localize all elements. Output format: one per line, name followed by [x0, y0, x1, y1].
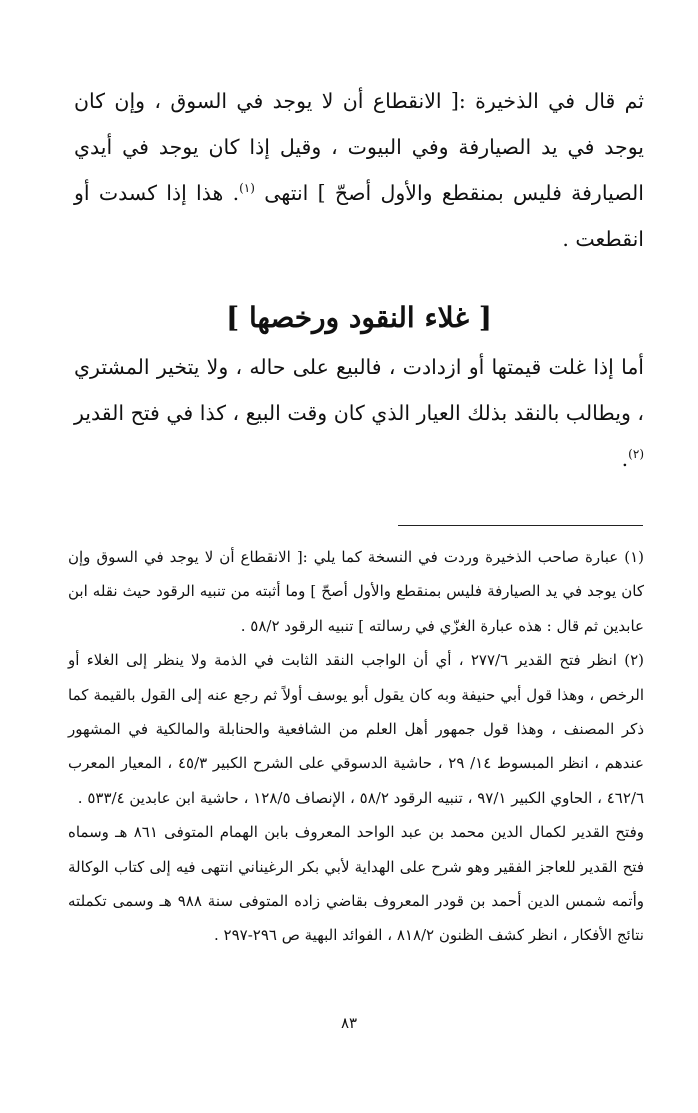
page-number: ٨٣ — [340, 1014, 358, 1032]
footnote-separator — [398, 525, 643, 526]
main-text — [74, 78, 644, 482]
paragraph-2-tail: . — [621, 447, 629, 471]
paragraph-1-tail: . هذا إذا كسدت أو انقطعت . — [74, 181, 644, 251]
footnote-2: (٢) انظر فتح القدير ٢٧٧/٦ ، أي أن الواجب النقد الثابت في الذمة ولا ينظر إلى الغلاء أو الرخص ، وهذا قول أبي حنيفة وبه كان يقول أبو يوسف أولاً ثم رجع عنه إلى القول بالقيمة كما ذكر المصنف ، وهذا قول جمهور أهل العلم من الشافعية والحنابلة والمالكية في المشهور عندهم ، انظر المبسوط ١٤/ ٢٩ ، حاشية الدسوقي على الشرح الكبير ٤٥/٣ ، المعيار المعرب ٤٦٢/٦ ، الحاوي الكبير ٩٧/١ ، تنبيه الرقود ٥٨/٢ ، الإنصاف ١٢٨/٥ ، حاشية ابن عابدين ٥٣٣/٤ . — [68, 651, 644, 807]
section-heading: [ غلاء النقود ورخصها ] — [226, 301, 492, 334]
paragraph-2-text: أما إذا غلت قيمتها أو ازدادت ، فالبيع على حاله ، ولا يتخير المشتري ، ويطالب بالنقد بذلك العيار الذي كان وقت البيع ، كذا في فتح القدير — [74, 355, 644, 425]
footnote-ref-1[interactable]: (١) — [239, 181, 255, 196]
paragraph-2 — [74, 344, 644, 482]
footnotes — [68, 540, 644, 953]
paragraph-1-text: ثم قال في الذخيرة :[ الانقطاع أن لا يوجد في السوق ، وإن كان يوجد في يد الصيارفة وفي البيوت ، وقيل إذا كان يوجد في أيدي الصيارفة فليس بمنقطع والأول أصحّ ] انتهى — [74, 89, 644, 205]
footnote-2-continued: وفتح القدير لكمال الدين محمد بن عبد الواحد المعروف بابن الهمام المتوفى ٨٦١ هـ وسماه فتح القدير للعاجز الفقير وهو شرح على الهداية لأبي بكر الرغيناني انتهى فيه إلى كتاب الوكالة وأتمه شمس الدين أحمد بن قودر المعروف بقاضي زاده المتوفى سنة ٩٨٨ هـ وسمى تكملته نتائج الأفكار ، انظر كشف الظنون ٨١٨/٢ ، الفوائد البهية ص ٢٩٦-٢٩٧ . — [68, 823, 644, 945]
footnote-ref-2[interactable]: (٢) — [628, 447, 644, 462]
footnote-1: (١) عبارة صاحب الذخيرة وردت في النسخة كما يلي :[ الانقطاع أن لا يوجد في السوق وإن كان يوجد في يد الصيارفة فليس بمنقطع والأول أصحّ ] وما أثبته من تنبيه الرقود حيث نقله ابن عابدين ثم قال : هذه عبارة الغزّي في رسالته ] تنبيه الرقود ٥٨/٢ . — [68, 548, 644, 635]
paragraph-1 — [74, 78, 644, 262]
